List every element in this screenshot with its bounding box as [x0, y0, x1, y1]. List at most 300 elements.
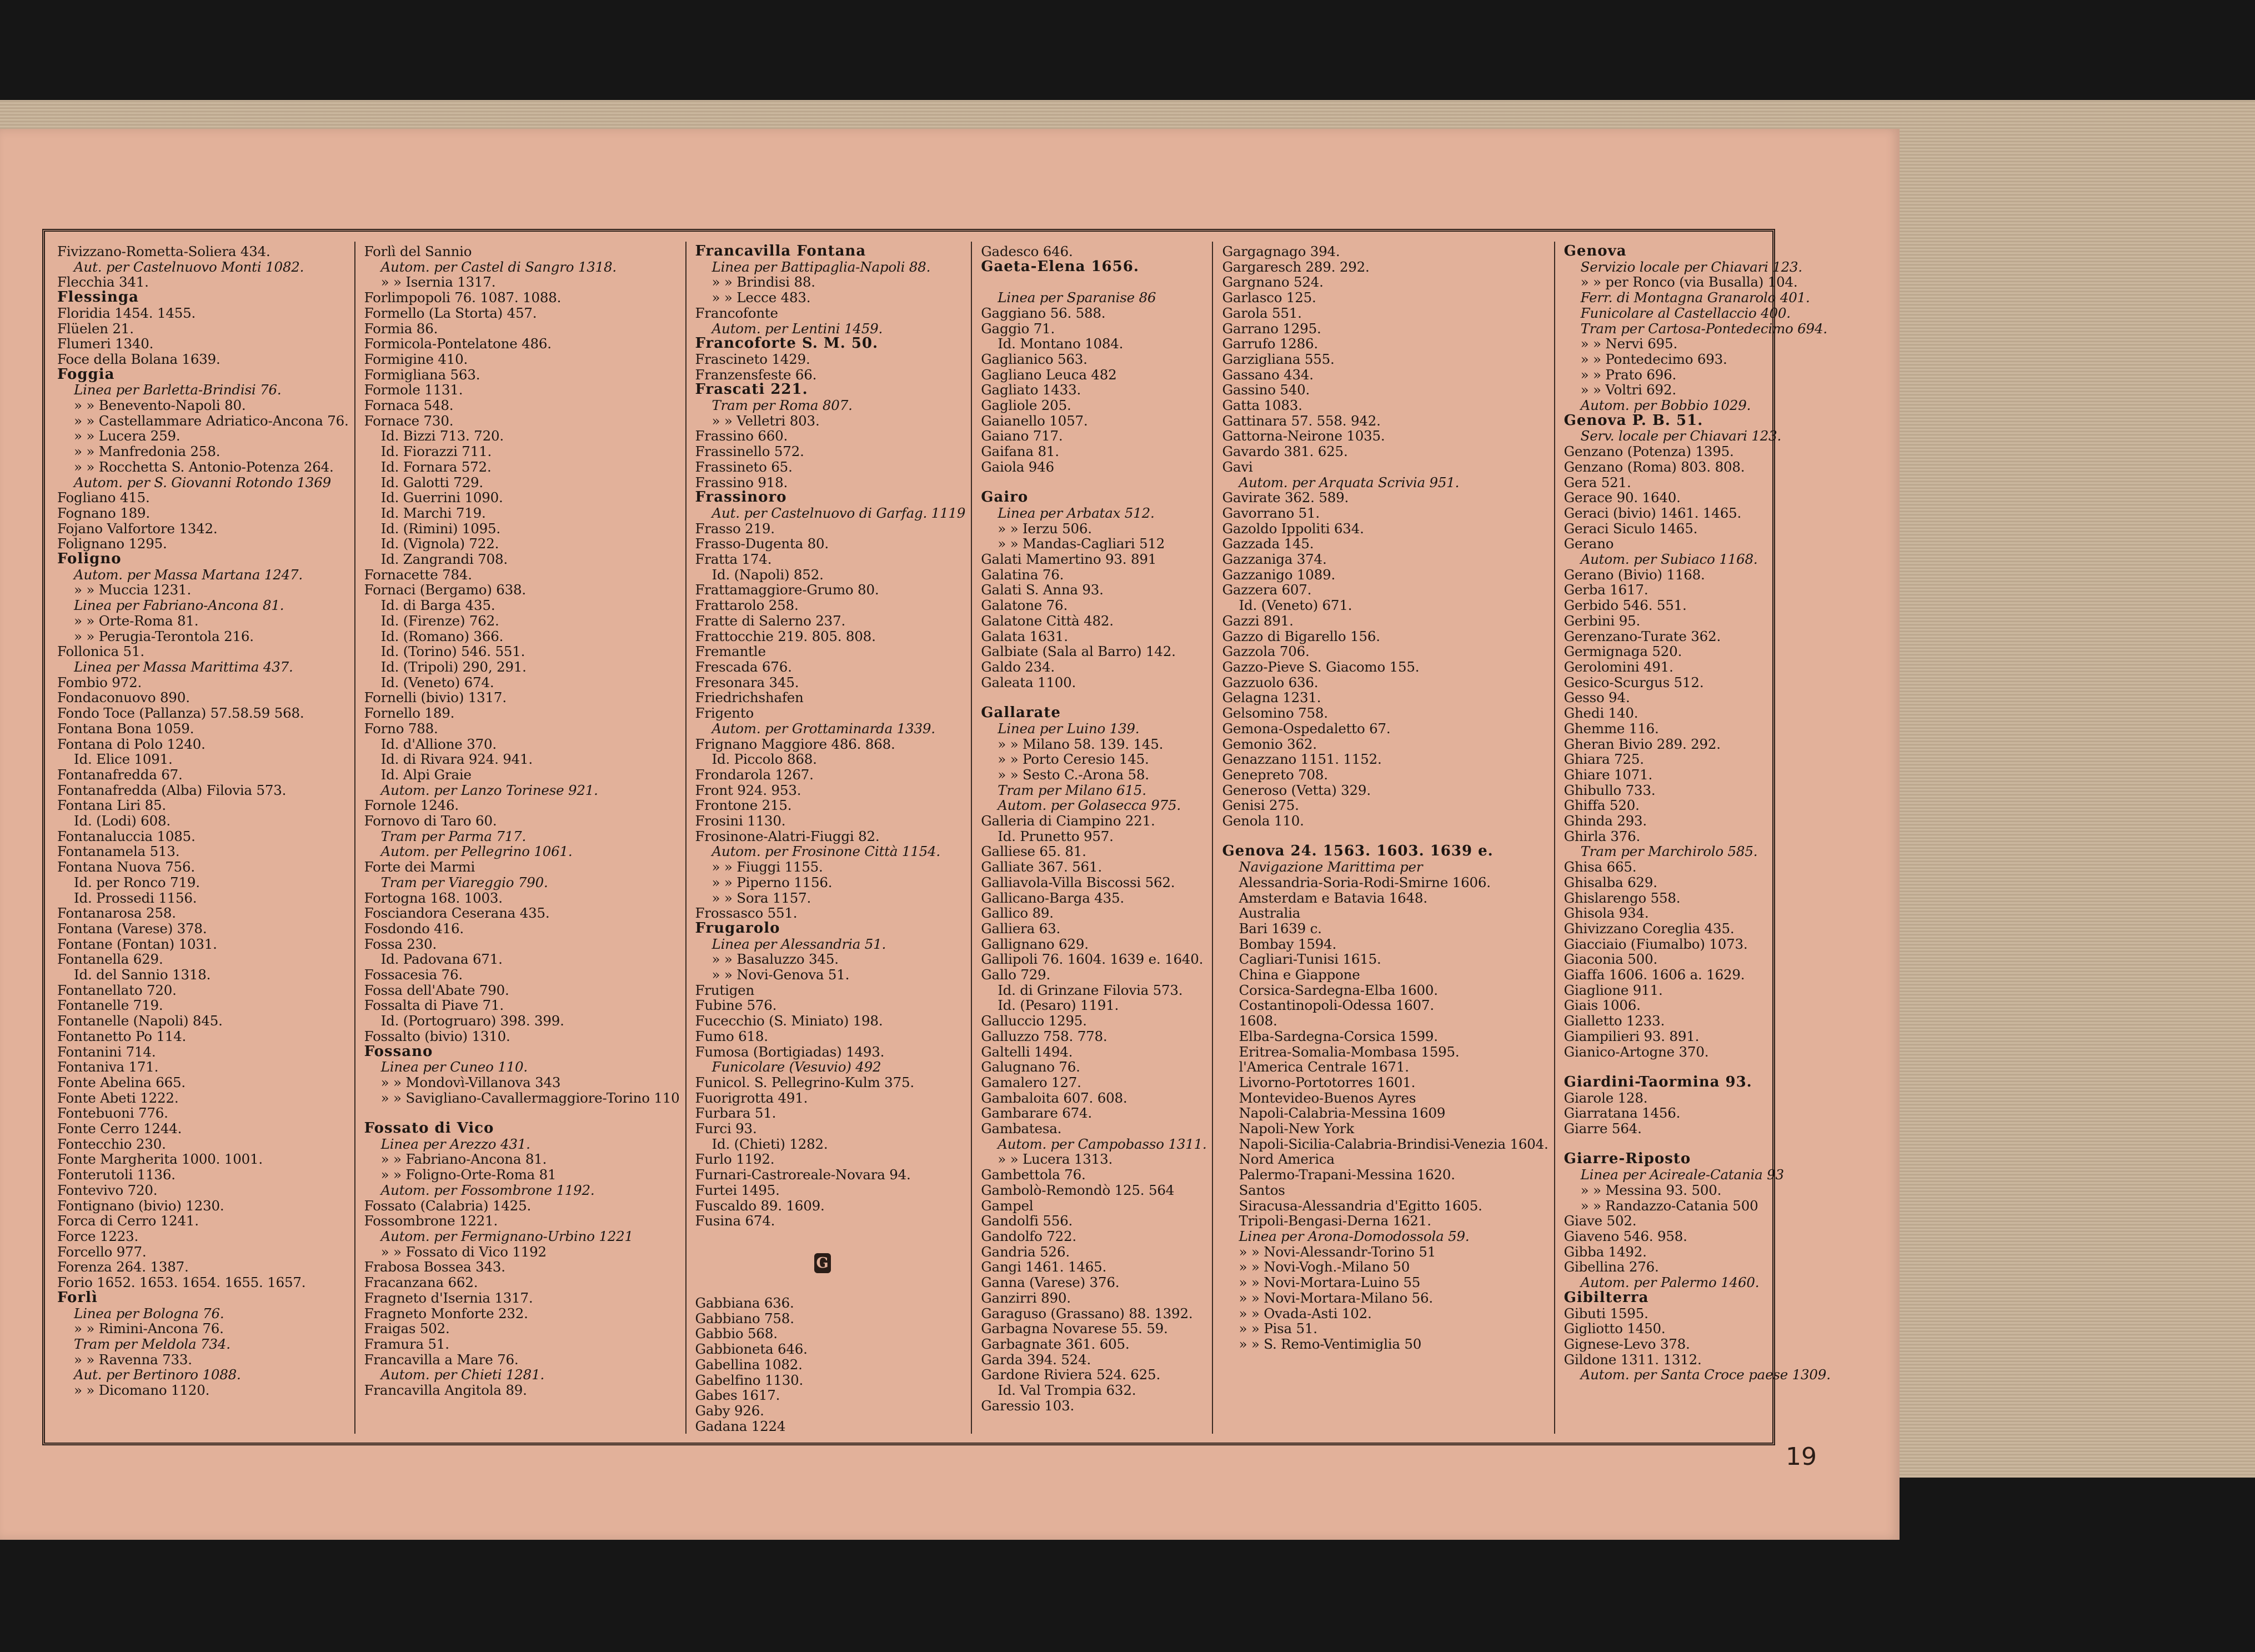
index-entry: Genzano (Potenza) 1395.	[1564, 443, 1734, 460]
index-entry: Galati S. Anna 93.	[981, 582, 1104, 598]
index-entry: Forlì	[57, 1289, 98, 1306]
index-entry: Franzensfeste 66.	[695, 366, 817, 383]
index-entry: Garbagna Novarese 55. 59.	[981, 1320, 1168, 1337]
index-entry: Fondo Toce (Pallanza) 57.58.59 568.	[57, 705, 304, 722]
index-entry: Id. (Veneto) 671.	[1239, 597, 1352, 614]
index-entry: Fondaconuovo 890.	[57, 689, 190, 706]
index-entry: Fivizzano-Rometta-Soliera 434.	[57, 243, 270, 259]
index-entry: Frattamaggiore-Grumo 80.	[695, 582, 879, 598]
index-entry: Frattocchie 219. 805. 808.	[695, 628, 876, 644]
index-entry: Ghiffa 520.	[1564, 797, 1640, 814]
index-entry: Forca di Cerro 1241.	[57, 1213, 199, 1229]
index-entry: Fontanini 714.	[57, 1043, 156, 1060]
index-entry: » » Piperno 1156.	[711, 874, 833, 890]
index-entry: Frosini 1130.	[695, 813, 786, 829]
index-entry: Giacciaio (Fiumalbo) 1073.	[1564, 935, 1748, 952]
index-entry: Geraci (bivio) 1461. 1465.	[1564, 504, 1742, 521]
index-entry: » » per Ronco (via Busalla) 104.	[1580, 274, 1798, 291]
index-entry: Galdo 234.	[981, 658, 1055, 675]
index-entry: Alessandria-Soria-Rodi-Smirne 1606.	[1239, 874, 1491, 890]
index-entry: Fontane (Fontan) 1031.	[57, 935, 217, 952]
index-entry: Autom. per Lentini 1459.	[711, 320, 883, 337]
index-entry: Gerace 90. 1640.	[1564, 489, 1681, 506]
index-entry: Napoli-New York	[1239, 1120, 1354, 1137]
index-entry: Galliate 367. 561.	[981, 859, 1102, 875]
index-entry: Fontebuoni 776.	[57, 1105, 168, 1122]
index-entry: Gazzanigo 1089.	[1222, 566, 1336, 583]
index-entry: Gargagnago 394.	[1222, 243, 1340, 259]
index-entry: Gibellina 276.	[1564, 1259, 1659, 1275]
index-entry: Fontanafredda (Alba) Filovia 573.	[57, 782, 287, 798]
index-entry: Fontanetto Po 114.	[57, 1028, 187, 1044]
index-entry: Ferr. di Montagna Granarolo 401.	[1580, 289, 1810, 306]
index-entry: Gallipoli 76. 1604. 1639 e. 1640.	[981, 951, 1204, 968]
index-entry: Id. Fiorazzi 711.	[380, 443, 492, 460]
index-entry: Frassino 918.	[695, 474, 788, 490]
index-entry	[1222, 829, 1548, 844]
index-entry: Id. Padovana 671.	[380, 951, 503, 968]
index-entry: Furbara 51.	[695, 1105, 776, 1122]
index-entry: Generoso (Vetta) 329.	[1222, 782, 1371, 798]
index-entry: Foggia	[57, 366, 115, 383]
index-entry: » » Sesto C.-Arona 58.	[998, 766, 1149, 783]
index-entry: Frescada 676.	[695, 658, 792, 675]
index-entry	[981, 690, 1206, 705]
index-entry: Gignese-Levo 378.	[1564, 1335, 1690, 1352]
index-entry: » » Lecce 483.	[711, 289, 811, 306]
index-entry: Gemona-Ospedaletto 67.	[1222, 720, 1391, 737]
index-entry: Fontana (Varese) 378.	[57, 920, 207, 937]
index-entry: Bari 1639 c.	[1239, 920, 1322, 937]
index-entry: Fracanzana 662.	[364, 1274, 478, 1291]
index-entry: Giardini-Taormina 93.	[1564, 1073, 1752, 1090]
index-entry: Giaconia 500.	[1564, 951, 1658, 968]
index-entry: Genova 24. 1563. 1603. 1639 e.	[1222, 843, 1494, 860]
index-entry: Gesico-Scurgus 512.	[1564, 674, 1704, 690]
index-entry: Fornello 189.	[364, 705, 455, 722]
index-entry: Fojano Valfortore 1342.	[57, 520, 218, 537]
index-entry: Fragneto Monforte 232.	[364, 1305, 528, 1321]
index-entry: Galeata 1100.	[981, 674, 1076, 690]
index-entry: Fontecchio 230.	[57, 1135, 166, 1152]
index-entry: Fontana Liri 85.	[57, 797, 167, 814]
index-entry: » » Fiuggi 1155.	[711, 859, 823, 875]
index-entry	[1564, 1059, 1831, 1075]
index-entry: Gabbiano 758.	[695, 1310, 794, 1326]
index-entry: Linea per Massa Marittima 437.	[74, 658, 293, 675]
index-entry: Id. d'Allione 370.	[380, 735, 497, 752]
index-entry: Front 924. 953.	[695, 782, 801, 798]
index-entry: Giaffa 1606. 1606 a. 1629.	[1564, 967, 1745, 983]
index-entry: Id. (Napoli) 852.	[711, 566, 824, 583]
index-entry: Gibilterra	[1564, 1289, 1649, 1306]
index-entry: Autom. per Fermignano-Urbino 1221	[380, 1228, 633, 1244]
index-entry: Fontignano (bivio) 1230.	[57, 1197, 224, 1214]
index-entry: Gabbioneta 646.	[695, 1341, 808, 1358]
index-entry: » » Muccia 1231.	[74, 582, 192, 598]
index-entry: Fognano 189.	[57, 504, 150, 521]
index-entry: Garrano 1295.	[1222, 320, 1321, 337]
index-entry: Flüelen 21.	[57, 320, 134, 337]
index-entry: Galatone 76.	[981, 597, 1068, 614]
index-entry: Gangi 1461. 1465.	[981, 1259, 1107, 1275]
index-entry: Gazzo-Pieve S. Giacomo 155.	[1222, 658, 1420, 675]
index-entry: Gatta 1083.	[1222, 397, 1302, 414]
index-entry: Fremantle	[695, 643, 766, 660]
index-entry: Ghivizzano Coreglia 435.	[1564, 920, 1735, 937]
index-entry: Fossano	[364, 1043, 433, 1060]
index-column-4	[971, 242, 1212, 1434]
index-entry: Australia	[1239, 905, 1301, 922]
index-entry: » » Brindisi 88.	[711, 274, 815, 291]
index-entry: Fortogna 168. 1003.	[364, 889, 503, 906]
index-entry: » » Voltri 692.	[1580, 382, 1676, 398]
index-entry: Id. (Rimini) 1095.	[380, 520, 500, 537]
index-entry: Id. Galotti 729.	[380, 474, 483, 490]
index-entry: Id. Prossedi 1156.	[74, 889, 197, 906]
index-entry: Ghinda 293.	[1564, 813, 1647, 829]
index-entry	[981, 475, 1206, 490]
index-entry: Fontanellato 720.	[57, 982, 177, 998]
index-entry: Gallarate	[981, 704, 1061, 722]
index-entry: Fontanarosa 258.	[57, 905, 176, 922]
index-entry: » » Orte-Roma 81.	[74, 612, 199, 629]
index-entry: Gazzola 706.	[1222, 643, 1310, 660]
index-entry: Francavilla a Mare 76.	[364, 1351, 519, 1368]
index-entry: Tram per Viareggio 790.	[380, 874, 548, 890]
index-entry: Fossa dell'Abate 790.	[364, 982, 509, 998]
index-entry: Gavi	[1222, 458, 1253, 475]
index-entry: Fratta 174.	[695, 551, 772, 568]
index-entry: Ghiara 725.	[1564, 751, 1644, 768]
index-entry: » » Ierzu 506.	[998, 520, 1092, 537]
index-entry: » » Randazzo-Catania 500	[1580, 1197, 1758, 1214]
index-entry: Francavilla Fontana	[695, 243, 866, 259]
index-entry: Eritrea-Somalia-Mombasa 1595.	[1239, 1043, 1460, 1060]
index-entry: » » Nervi 695.	[1580, 336, 1678, 352]
index-entry: Tram per Roma 807.	[711, 397, 853, 414]
index-entry: Galatina 76.	[981, 566, 1064, 583]
index-entry: Giampilieri 93. 891.	[1564, 1028, 1700, 1044]
index-entry: Fossato (Calabria) 1425.	[364, 1197, 532, 1214]
index-entry: Fontanafredda 67.	[57, 766, 183, 783]
index-entry: Gerbini 95.	[1564, 612, 1641, 629]
index-entry: Gaggio 71.	[981, 320, 1055, 337]
index-entry: Francavilla Angitola 89.	[364, 1382, 527, 1399]
index-entry: Autom. per Frosinone Città 1154.	[711, 843, 940, 860]
index-entry: Gattinara 57. 558. 942.	[1222, 412, 1381, 429]
index-entry: Autom. per Lanzo Torinese 921.	[380, 782, 598, 798]
index-entry: » » Pontedecimo 693.	[1580, 351, 1727, 367]
index-entry: Fossalto (bivio) 1310.	[364, 1028, 510, 1044]
index-entry: Gassano 434.	[1222, 366, 1314, 383]
index-entry: Giave 502.	[1564, 1213, 1637, 1229]
index-entry: Genepreto 708.	[1222, 766, 1328, 783]
index-entry: Tram per Milano 615.	[998, 782, 1146, 798]
index-entry: Formole 1131.	[364, 382, 463, 398]
index-entry: Formicola-Pontelatone 486.	[364, 336, 552, 352]
index-entry: Gagliano Leuca 482	[981, 366, 1117, 383]
index-entry: Tram per Meldola 734.	[74, 1335, 230, 1352]
index-entry: Id. (Veneto) 674.	[380, 674, 494, 690]
index-entry	[1564, 1137, 1831, 1152]
index-entry: Frossasco 551.	[695, 905, 798, 922]
index-entry: Linea per Battipaglia-Napoli 88.	[711, 258, 931, 275]
index-entry: » » Castellammare Adriatico-Ancona 76.	[74, 412, 349, 429]
index-entry: Fuorigrotta 491.	[695, 1089, 808, 1106]
index-entry: Id. Val Trompia 632.	[998, 1382, 1136, 1399]
index-entry: Fonte Abelina 665.	[57, 1074, 186, 1090]
index-entry: Furtei 1495.	[695, 1182, 780, 1198]
index-entry: Flessinga	[57, 289, 139, 306]
index-entry: Fornacette 784.	[364, 566, 472, 583]
index-entry: Giarre 564.	[1564, 1120, 1642, 1137]
index-entry: » » Fossato di Vico 1192	[380, 1243, 547, 1260]
index-entry: Garda 394. 524.	[981, 1351, 1091, 1368]
index-entry: Gandolfi 556.	[981, 1213, 1073, 1229]
index-entry	[981, 274, 1206, 290]
index-entry: » » Rocchetta S. Antonio-Potenza 264.	[74, 458, 334, 475]
index-entry: Frasso 219.	[695, 520, 775, 537]
index-entry: Fontana Bona 1059.	[57, 720, 194, 737]
index-entry: Ghisa 665.	[1564, 859, 1637, 875]
index-entry: Autom. per Bobbio 1029.	[1580, 397, 1751, 414]
index-entry: Ghiare 1071.	[1564, 766, 1653, 783]
index-entry: Galugnano 76.	[981, 1059, 1080, 1075]
index-entry: Giarratana 1456.	[1564, 1105, 1681, 1122]
index-entry: Linea per Luino 139.	[998, 720, 1140, 737]
index-entry: Forno 788.	[364, 720, 438, 737]
index-entry: Fonterutoli 1136.	[57, 1167, 176, 1183]
index-entry: Galliera 63.	[981, 920, 1061, 937]
index-entry: Gagliato 1433.	[981, 382, 1081, 398]
index-entry: Frassineto 65.	[695, 458, 793, 475]
index-entry: Id. (Romano) 366.	[380, 628, 504, 644]
index-entry: Id. (Pesaro) 1191.	[998, 997, 1119, 1014]
index-entry: Frassinello 572.	[695, 443, 804, 460]
index-entry: Autom. per Massa Martana 1247.	[74, 566, 303, 583]
index-entry: Formigliana 563.	[364, 366, 480, 383]
index-entry: Id. Alpi Graie	[380, 766, 472, 783]
index-entry: Gabelfino 1130.	[695, 1371, 804, 1388]
index-entry: Fombio 972.	[57, 674, 142, 690]
index-entry: Aut. per Castelnuovo Monti 1082.	[74, 258, 304, 275]
index-entry: Fragneto d'Isernia 1317.	[364, 1289, 533, 1306]
index-entry: Giaveno 546. 958.	[1564, 1228, 1687, 1244]
index-entry: Force 1223.	[57, 1228, 139, 1244]
index-entry: Gabellina 1082.	[695, 1356, 803, 1373]
index-entry: Gemonio 362.	[1222, 735, 1317, 752]
index-entry: Gardone Riviera 524. 625.	[981, 1366, 1161, 1383]
index-entry: Gargaresch 289. 292.	[1222, 258, 1370, 275]
index-entry: Gambettola 76.	[981, 1167, 1086, 1183]
index-entry: Fornelli (bivio) 1317.	[364, 689, 507, 706]
index-entry: Fosdondo 416.	[364, 920, 464, 937]
index-entry: Gambatesa.	[981, 1120, 1062, 1137]
index-entry: China e Giappone	[1239, 967, 1360, 983]
index-entry: Frontone 215.	[695, 797, 792, 814]
index-entry: Fubine 576.	[695, 997, 777, 1014]
index-entry: Autom. per Grottaminarda 1339.	[711, 720, 935, 737]
index-entry: Gadesco 646.	[981, 243, 1073, 259]
page-number: 19	[1786, 1443, 1817, 1471]
index-entry: Flumeri 1340.	[57, 336, 154, 352]
index-column-2	[354, 242, 685, 1434]
index-entry: Aut. per Bertinoro 1088.	[74, 1366, 241, 1383]
index-entry: l'America Centrale 1671.	[1239, 1059, 1409, 1075]
index-entry: Fonte Abeti 1222.	[57, 1089, 179, 1106]
index-entry: Linea per Sparanise 86	[998, 289, 1156, 306]
index-entry: » » Lucera 259.	[74, 428, 181, 444]
index-entry: Id. Zangrandi 708.	[380, 551, 508, 568]
index-entry: Gamalero 127.	[981, 1074, 1081, 1090]
index-entry: Gandria 526.	[981, 1243, 1070, 1260]
index-entry: Id. Bizzi 713. 720.	[380, 428, 504, 444]
index-entry: Frigento	[695, 705, 754, 722]
index-entry: Fratte di Salerno 237.	[695, 612, 846, 629]
index-entry: Funicol. S. Pellegrino-Kulm 375.	[695, 1074, 914, 1090]
index-entry: Fresonara 345.	[695, 674, 799, 690]
index-entry: Autom. per Chieti 1281.	[380, 1366, 545, 1383]
index-entry: Forio 1652. 1653. 1654. 1655. 1657.	[57, 1274, 306, 1291]
index-entry: Giarre-Riposto	[1564, 1150, 1691, 1168]
index-entry: » » Prato 696.	[1580, 366, 1677, 383]
index-entry: Giarole 128.	[1564, 1089, 1648, 1106]
index-entry: Frassino 660.	[695, 428, 788, 444]
index-entry: Amsterdam e Batavia 1648.	[1239, 889, 1427, 906]
index-entry: Linea per Arbatax 512.	[998, 504, 1155, 521]
index-entry: Fontanelle 719.	[57, 997, 163, 1014]
index-entry: Id. di Grinzane Filovia 573.	[998, 982, 1183, 998]
index-entry: Gavorrano 51.	[1222, 504, 1320, 521]
index-entry: Foligno	[57, 550, 122, 568]
index-entry: Id. (Vignola) 722.	[380, 535, 499, 552]
index-entry: Navigazione Marittima per	[1239, 859, 1423, 875]
index-entry: » » Fabriano-Ancona 81.	[380, 1151, 547, 1168]
index-entry: Folignano 1295.	[57, 535, 167, 552]
index-entry: Gibuti 1595.	[1564, 1305, 1648, 1321]
index-entry: Costantinopoli-Odessa 1607.	[1239, 997, 1434, 1014]
index-entry: Formello (La Storta) 457.	[364, 304, 537, 321]
index-entry: Gambarare 674.	[981, 1105, 1092, 1122]
index-entry: Formia 86.	[364, 320, 438, 337]
index-entry: Id. (Lodi) 608.	[74, 813, 171, 829]
index-entry: Gaggiano 56. 588.	[981, 304, 1106, 321]
index-entry: Gattorna-Neirone 1035.	[1222, 428, 1385, 444]
index-entry: Garessio 103.	[981, 1397, 1075, 1414]
index-entry: Linea per Barletta-Brindisi 76.	[74, 382, 282, 398]
index-entry: Fossato di Vico	[364, 1120, 494, 1137]
index-entry: Galluccio 1295.	[981, 1013, 1087, 1029]
index-columns	[56, 242, 1831, 1434]
index-entry: Galbiate (Sala al Barro) 142.	[981, 643, 1176, 660]
index-entry: Autom. per Castel di Sangro 1318.	[380, 258, 617, 275]
index-entry: Bombay 1594.	[1239, 935, 1337, 952]
index-entry: Gazzuolo 636.	[1222, 674, 1319, 690]
index-entry: Frascati 221.	[695, 381, 808, 398]
index-entry: Palermo-Trapani-Messina 1620.	[1239, 1167, 1455, 1183]
index-entry: Fucecchio (S. Miniato) 198.	[695, 1013, 883, 1029]
index-entry: Gazoldo Ippoliti 634.	[1222, 520, 1364, 537]
index-entry: Genola 110.	[1222, 813, 1304, 829]
index-entry: Nord America	[1239, 1151, 1335, 1168]
index-entry: » » Savigliano-Cavallermaggiore-Torino 110	[380, 1089, 680, 1106]
index-entry: Montevideo-Buenos Ayres	[1239, 1089, 1416, 1106]
index-entry: » » Isernia 1317.	[380, 274, 496, 291]
index-entry: Gabes 1617.	[695, 1387, 780, 1404]
index-entry: » » Velletri 803.	[711, 412, 820, 429]
index-entry: Gandolfo 722.	[981, 1228, 1076, 1244]
index-entry: Fornaci (Bergamo) 638.	[364, 582, 527, 598]
index-entry: Fontana Nuova 756.	[57, 859, 195, 875]
index-entry: Id. Marchi 719.	[380, 504, 486, 521]
index-entry: Frugarolo	[695, 919, 780, 937]
index-entry: Gianico-Artogne 370.	[1564, 1043, 1709, 1060]
index-entry: » » Novi-Alessandr-Torino 51	[1239, 1243, 1436, 1260]
index-entry: Ghisola 934.	[1564, 905, 1649, 922]
index-entry: » » Mandas-Cagliari 512	[998, 535, 1165, 552]
index-entry: Linea per Fabriano-Ancona 81.	[74, 597, 284, 614]
index-entry: » » Novi-Vogh.-Milano 50	[1239, 1259, 1410, 1275]
index-entry: Garzigliana 555.	[1222, 351, 1335, 367]
index-entry: Gerbido 546. 551.	[1564, 597, 1687, 614]
index-entry: Funicolare al Castellaccio 400.	[1580, 304, 1791, 321]
index-entry: Gaiano 717.	[981, 428, 1063, 444]
index-entry: Autom. per Palermo 1460.	[1580, 1274, 1760, 1291]
index-entry: Fusina 674.	[695, 1213, 775, 1229]
index-entry: Gaifana 81.	[981, 443, 1059, 460]
index-column-5	[1212, 242, 1554, 1434]
index-entry: Napoli-Sicilia-Calabria-Brindisi-Venezia 1604.	[1239, 1135, 1549, 1152]
index-entry: Gargnano 524.	[1222, 274, 1324, 291]
index-entry: Fumo 618.	[695, 1028, 768, 1044]
index-entry: Gampel	[981, 1197, 1034, 1214]
index-entry: » » Porto Ceresio 145.	[998, 751, 1149, 768]
index-entry: Ghedi 140.	[1564, 705, 1638, 722]
index-entry: Furci 93.	[695, 1120, 757, 1137]
index-entry: Ganzirri 890.	[981, 1289, 1071, 1306]
index-entry: Servizio locale per Chiavari 123.	[1580, 258, 1802, 275]
index-entry: Fontanelle (Napoli) 845.	[57, 1013, 223, 1029]
index-entry: Forlimpopoli 76. 1087. 1088.	[364, 289, 562, 306]
index-entry: Cagliari-Tunisi 1615.	[1239, 951, 1381, 968]
index-entry: Floridia 1454. 1455.	[57, 304, 196, 321]
index-entry: Fornace 730.	[364, 412, 454, 429]
index-entry: Gabbiana 636.	[695, 1295, 794, 1311]
index-entry: Gerenzano-Turate 362.	[1564, 628, 1721, 644]
index-entry: Garbagnate 361. 605.	[981, 1335, 1130, 1352]
index-entry: Fossa 230.	[364, 935, 437, 952]
index-entry: Gaiola 946	[981, 458, 1054, 475]
index-entry: Linea per Cuneo 110.	[380, 1059, 528, 1075]
index-entry: Gambolò-Remondò 125. 564	[981, 1182, 1175, 1198]
index-entry: Ganna (Varese) 376.	[981, 1274, 1120, 1291]
index-entry: » » Lucera 1313.	[998, 1151, 1113, 1168]
index-entry: » » Sora 1157.	[711, 889, 811, 906]
index-entry: Elba-Sardegna-Corsica 1599.	[1239, 1028, 1438, 1044]
index-entry: Fontevivo 720.	[57, 1182, 158, 1198]
index-entry: Autom. per Santa Croce paese 1309.	[1580, 1366, 1831, 1383]
index-entry: Gallo 729.	[981, 967, 1051, 983]
index-entry: Autom. per S. Giovanni Rotondo 1369	[74, 474, 331, 490]
index-entry: » » Dicomano 1120.	[74, 1382, 210, 1399]
index-entry: Foce della Bolana 1639.	[57, 351, 221, 367]
index-entry: » » Benevento-Napoli 80.	[74, 397, 246, 414]
section-letter-g-icon: G	[814, 1253, 831, 1273]
index-entry: Aut. per Castelnuovo di Garfag. 1119	[711, 504, 966, 521]
index-entry: Forenza 264. 1387.	[57, 1259, 189, 1275]
index-entry: Gallicano-Barga 435.	[981, 889, 1124, 906]
